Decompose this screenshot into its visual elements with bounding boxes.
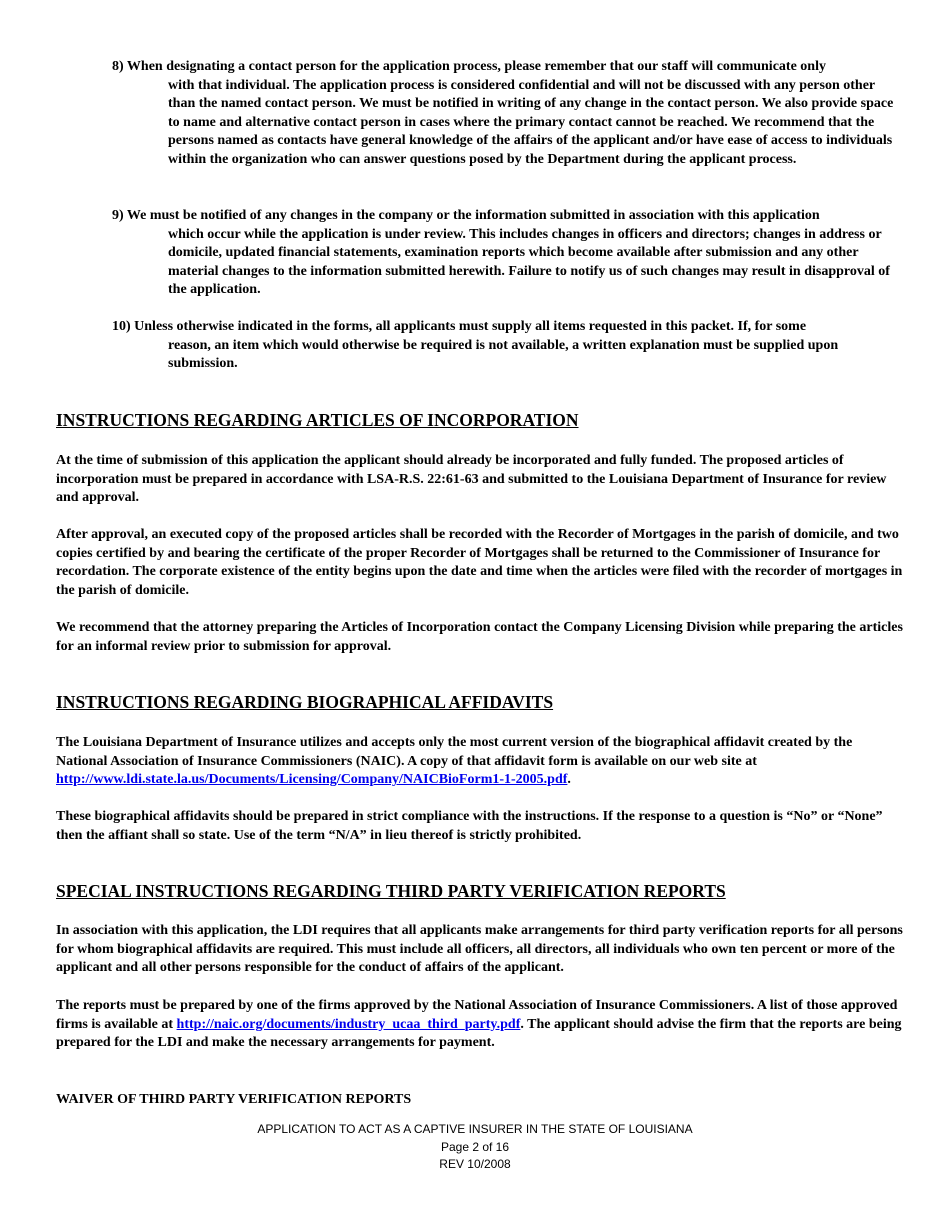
- list-item-body: with that individual. The application process is considered confidential and will not be discussed with any person other than the named contact person. We must be notified in writing of any change in the contact person. We also provide space to name and alternative contact person in cases where the primary contact cannot be reached. We recommend that the persons named as contacts have general knowledge of the affairs of the applicant and/or have ease of access to individuals within the organization who can answer questions posed by the Department during the applicant process.: [168, 77, 894, 167]
- verification-paragraph-2: [56, 997, 906, 1053]
- articles-paragraph-2: After approval, an executed copy of the proposed articles shall be recorded with the Recorder of Mortgages in the parish of domicile, and two copies certified by and bearing the certificate of the proper Recorder of Mortgages shall be returned to the Commissioner of Insurance for recordation. The corporate existence of the entity begins upon the date and time when the articles were filed with the recorder of mortgages in the parish of domicile.: [56, 527, 903, 598]
- articles-paragraph-1: At the time of submission of this application the applicant should already be incorporated and fully funded. The proposed articles of incorporation must be prepared in accordance with LSA-R.S. 22:61-63 and submitted to the Louisiana Department of Insurance for review and approval.: [56, 453, 887, 506]
- waiver-subheading: WAIVER OF THIRD PARTY VERIFICATION REPORTS: [56, 1092, 412, 1107]
- verification-text: The reports must be prepared by one of the firms approved by the National Association of Insurance Commissioners. A list of those approved firms is available at: [56, 998, 898, 1032]
- list-item-first-line: 8) When designating a contact person for the application process, please remember that our staff will communicate only: [112, 59, 826, 74]
- verification-heading: SPECIAL INSTRUCTIONS REGARDING THIRD PARTY VERIFICATION REPORTS: [56, 881, 726, 901]
- page-footer: [0, 1121, 950, 1174]
- revision-date: REV 10/2008: [439, 1157, 511, 1171]
- articles-paragraph-3: We recommend that the attorney preparing the Articles of Incorporation contact the Company Licensing Division while preparing the articles for an informal review prior to submission for approval.: [56, 620, 903, 654]
- list-item-body: which occur while the application is under review. This includes changes in officers and directors; changes in address or domicile, updated financial statements, examination reports which become available after submission and any other material changes to the information submitted herewith. Failure to notify us of such changes may result in disapproval of the application.: [168, 226, 890, 298]
- biographical-paragraph-1: [56, 734, 906, 790]
- biographical-heading: INSTRUCTIONS REGARDING BIOGRAPHICAL AFFIDAVITS: [56, 692, 554, 712]
- footer-title: APPLICATION TO ACT AS A CAPTIVE INSURER IN THE STATE OF LOUISIANA: [257, 1122, 693, 1136]
- biographical-period: .: [567, 772, 571, 788]
- list-item-first-line: 9) We must be notified of any changes in the company or the information submitted in association with this application: [112, 208, 820, 223]
- verification-text-end: . The applicant should advise the firm that the reports are being prepared for the LDI and make the necessary arrangements for payment.: [56, 1016, 902, 1051]
- articles-heading: INSTRUCTIONS REGARDING ARTICLES OF INCORPORATION: [56, 410, 579, 430]
- biographical-paragraph-2: These biographical affidavits should be prepared in strict compliance with the instructions. If the response to a question is “No” or “None” then the affiant shall so state. Use of the term “N/A” in lieu thereof is strictly prohibited.: [56, 809, 883, 843]
- naic-bio-form-link[interactable]: http://www.ldi.state.la.us/Documents/Licensing/Company/NAICBioForm1-1-2005.pdf: [56, 772, 568, 788]
- list-item-body: reason, an item which would otherwise be required is not available, a written explanation must be supplied upon submission.: [168, 337, 839, 372]
- verification-paragraph-1: In association with this application, the LDI requires that all applicants make arrangements for third party verification reports for all persons for whom biographical affidavits are required. This must include all officers, all directors, all individuals who own ten percent or more of the applicant and all other persons responsible for the conduct of affairs of the applicant.: [56, 923, 903, 976]
- biographical-text: The Louisiana Department of Insurance utilizes and accepts only the most current version of the biographical affidavit created by the National Association of Insurance Commissioners (NAIC). A copy of that affidavit form is available on our web site at: [56, 735, 853, 769]
- naic-third-party-link[interactable]: http://naic.org/documents/industry_ucaa_third_party.pdf: [176, 1016, 521, 1032]
- page-number: Page 2 of 16: [440, 1139, 510, 1154]
- list-item-first-line: 10) Unless otherwise indicated in the forms, all applicants must supply all items requested in this packet. If, for some: [112, 319, 807, 334]
- list-item-8: [112, 58, 902, 170]
- list-item-10: [112, 318, 902, 374]
- list-item-9: [112, 207, 902, 300]
